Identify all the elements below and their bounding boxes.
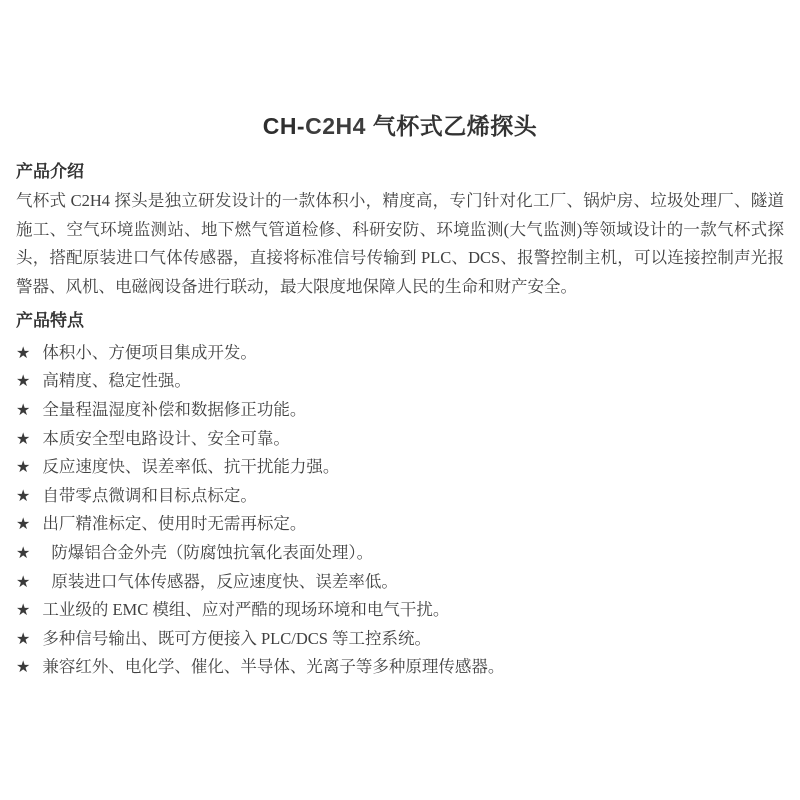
feature-item <box>16 596 784 625</box>
star-icon: ★ <box>16 542 31 562</box>
title-model: C2H4 <box>305 113 366 139</box>
feature-item <box>16 453 784 482</box>
feature-text: 高精度、稳定性强。 <box>42 371 191 391</box>
feature-text: 工业级的 EMC 模组、应对严酷的现场环境和电气干扰。 <box>42 600 450 620</box>
star-icon: ★ <box>16 514 31 534</box>
feature-text: 全量程温湿度补偿和数据修正功能。 <box>42 400 307 419</box>
feature-item <box>16 568 784 597</box>
feature-text: 反应速度快、误差率低、抗干扰能力强。 <box>42 457 340 477</box>
star-icon: ★ <box>16 600 31 620</box>
star-icon: ★ <box>16 628 31 648</box>
features-list <box>16 339 784 682</box>
feature-item <box>16 539 784 568</box>
star-icon: ★ <box>16 400 31 419</box>
star-icon: ★ <box>16 657 31 677</box>
feature-text: 防爆铝合金外壳（防腐蚀抗氧化表面处理）。 <box>51 542 374 562</box>
title-prefix: CH- <box>262 113 306 139</box>
star-icon: ★ <box>16 371 31 391</box>
star-icon: ★ <box>16 485 31 505</box>
star-icon: ★ <box>16 428 31 448</box>
feature-item <box>16 510 784 539</box>
title-product-name: 气杯式乙烯探头 <box>365 113 538 139</box>
intro-paragraph: 气杯式 C2H4 探头是独立研发设计的一款体积小，精度高，专门针对化工厂、锅炉房、垃圾处理厂、隧道施工、空气环境监测站、地下燃气管道检修、科研安防、环境监测(大气监测)等领域设计的一款气杯式探头，搭配原装进口气体传感器，直接将标准信号传输到 PLC、DCS、报警控制主机，可以连接控制声光报警器、风机、电磁阀设备进行联动，最大限度地保障人民的生命和财产安全。 <box>16 191 784 297</box>
feature-text: 自带零点微调和目标点标定。 <box>42 485 257 505</box>
feature-text: 兼容红外、电化学、催化、半导体、光离子等多种原理传感器。 <box>42 657 505 677</box>
feature-text: 体积小、方便项目集成开发。 <box>42 342 257 362</box>
feature-text: 多种信号输出、既可方便接入 PLC/DCS 等工控系统。 <box>42 628 432 648</box>
feature-item <box>16 653 784 682</box>
feature-item <box>16 425 784 454</box>
feature-item <box>16 482 784 511</box>
star-icon: ★ <box>16 457 31 477</box>
feature-text: 本质安全型电路设计、安全可靠。 <box>42 428 290 448</box>
feature-item <box>16 625 784 654</box>
feature-text: 原装进口气体传感器，反应速度快、误差率低。 <box>51 571 398 591</box>
intro-section-heading: 产品介绍 <box>16 162 84 181</box>
feature-item <box>16 339 784 368</box>
feature-item <box>16 396 784 425</box>
feature-item <box>16 367 784 396</box>
feature-text: 出厂精准标定、使用时无需再标定。 <box>42 514 307 534</box>
star-icon: ★ <box>16 571 31 591</box>
star-icon: ★ <box>16 342 31 362</box>
features-section-heading: 产品特点 <box>16 310 84 330</box>
page-title <box>16 110 784 142</box>
